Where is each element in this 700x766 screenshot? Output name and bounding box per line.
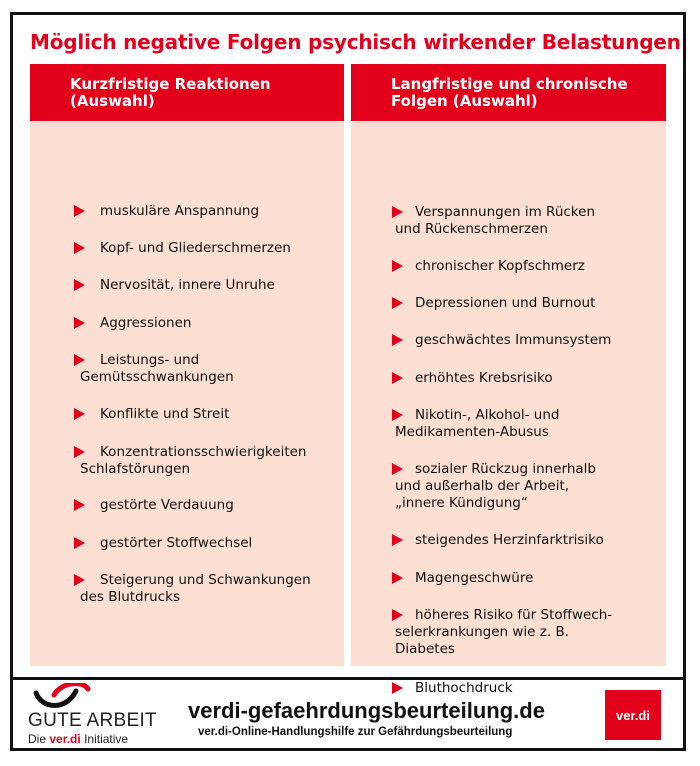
logo-sub-prefix: Die [28,732,47,746]
red-triangle-bullet-icon [392,534,403,546]
red-triangle-bullet-icon [74,537,85,549]
column-long-term [351,64,666,696]
red-triangle-bullet-icon [392,334,403,346]
list-item-line: Gemütsschwankungen [80,369,234,385]
list-item-line: Aggressionen [100,315,192,331]
red-triangle-bullet-icon [74,317,85,329]
list-item [30,497,338,514]
red-triangle-bullet-icon [392,260,403,272]
red-triangle-bullet-icon [74,446,85,458]
gute-arbeit-logo [28,683,178,745]
list-item [30,406,338,423]
list-item [351,370,660,387]
list-item [351,407,660,441]
gute-arbeit-swoosh-logo-icon [32,683,92,711]
list-item [351,461,660,512]
page-title: Möglich negative Folgen psychisch wirkender Belastungen [30,30,681,54]
list-item-line: Bluthochdruck [415,680,513,696]
logo-title: GUTE ARBEIT [28,710,157,731]
list-item-line: Konflikte und Streit [100,406,230,422]
list-item [30,444,338,478]
red-triangle-bullet-icon [74,574,85,586]
red-triangle-bullet-icon [74,408,85,420]
list-item-line: steigendes Herzinfarktrisiko [415,532,604,548]
red-triangle-bullet-icon [392,682,403,694]
red-triangle-bullet-icon [392,206,403,218]
red-triangle-bullet-icon [74,279,85,291]
list-item-line: erhöhtes Krebsrisiko [415,370,553,386]
list-item-line: Verspannungen im Rücken [415,204,596,220]
list-item-line: und Rückenschmerzen [395,221,548,237]
list-item-line: Schlafstörungen [80,461,191,477]
list-item-line: Medikamenten-Abusus [395,424,549,440]
list-item [351,332,660,349]
list-item-line: Nervosität, innere Unruhe [100,277,275,293]
list-item-line: selerkrankungen wie z. B. [395,624,569,640]
list-item-line: Depressionen und Burnout [415,295,596,311]
list-item [30,240,338,257]
red-triangle-bullet-icon [392,463,403,475]
column-short-term [30,64,344,666]
list-item-line: höheres Risiko für Stoffwech- [415,607,613,623]
list-item-line: Steigerung und Schwankungen [100,572,311,588]
list-item-line: „innere Kündigung“ [395,495,528,511]
red-triangle-bullet-icon [74,205,85,217]
column-heading-short-term [30,64,344,121]
footer-divider [13,677,683,680]
list-item [351,532,660,549]
list-item-line: des Blutdrucks [80,589,181,605]
column-heading-line: (Auswahl) [70,92,155,110]
list-item [30,572,338,606]
red-triangle-bullet-icon [392,297,403,309]
red-triangle-bullet-icon [392,372,403,384]
red-triangle-bullet-icon [392,572,403,584]
list-item [30,352,338,386]
list-item-line: und außerhalb der Arbeit, [395,478,570,494]
list-item-line: Leistungs- und [100,352,200,368]
list-item [30,535,338,552]
list-item-line: gestörte Verdauung [100,497,234,513]
list-item-line: Konzentrationsschwierigkeiten [100,444,307,460]
red-triangle-bullet-icon [74,499,85,511]
logo-sub-brand: ver.di [49,732,81,746]
list-item-line: Magengeschwüre [415,570,534,586]
list-item-line: gestörter Stoffwechsel [100,535,253,551]
website-subtitle: ver.di-Online-Handlungshilfe zur Gefährdungsbeurteilung [198,726,513,738]
list-item-line: geschwächtes Immunsystem [415,332,612,348]
list-item-line: Diabetes [395,641,455,657]
column-heading-line: Folgen (Auswahl) [391,92,538,110]
list-item [351,295,660,312]
list-item-line: muskuläre Anspannung [100,203,260,219]
column-heading-line: Langfristige und chronische [391,75,628,93]
list-item [351,258,660,275]
list-item-line: chronischer Kopfschmerz [415,258,585,274]
list-item-line: sozialer Rückzug innerhalb [415,461,597,477]
logo-sub-suffix: Initiative [84,732,129,746]
verdi-logo [605,690,661,740]
red-triangle-bullet-icon [74,354,85,366]
list-item [351,570,660,587]
list-item-line: Nikotin-, Alkohol- und [415,407,560,423]
red-triangle-bullet-icon [392,409,403,421]
logo-subtitle [28,732,128,746]
list-item [30,277,338,294]
red-triangle-bullet-icon [74,242,85,254]
column-heading-long-term [351,64,666,121]
verdi-logo-text: ver.di [616,708,650,723]
list-item-line: Kopf- und Gliederschmerzen [100,240,291,256]
red-triangle-bullet-icon [392,609,403,621]
website-url[interactable]: verdi-gefaehrdungsbeurteilung.de [188,698,545,723]
list-item [30,203,338,220]
list-item [30,315,338,332]
list-item [351,204,660,238]
column-heading-line: Kurzfristige Reaktionen [70,75,271,93]
list-item [351,607,660,658]
